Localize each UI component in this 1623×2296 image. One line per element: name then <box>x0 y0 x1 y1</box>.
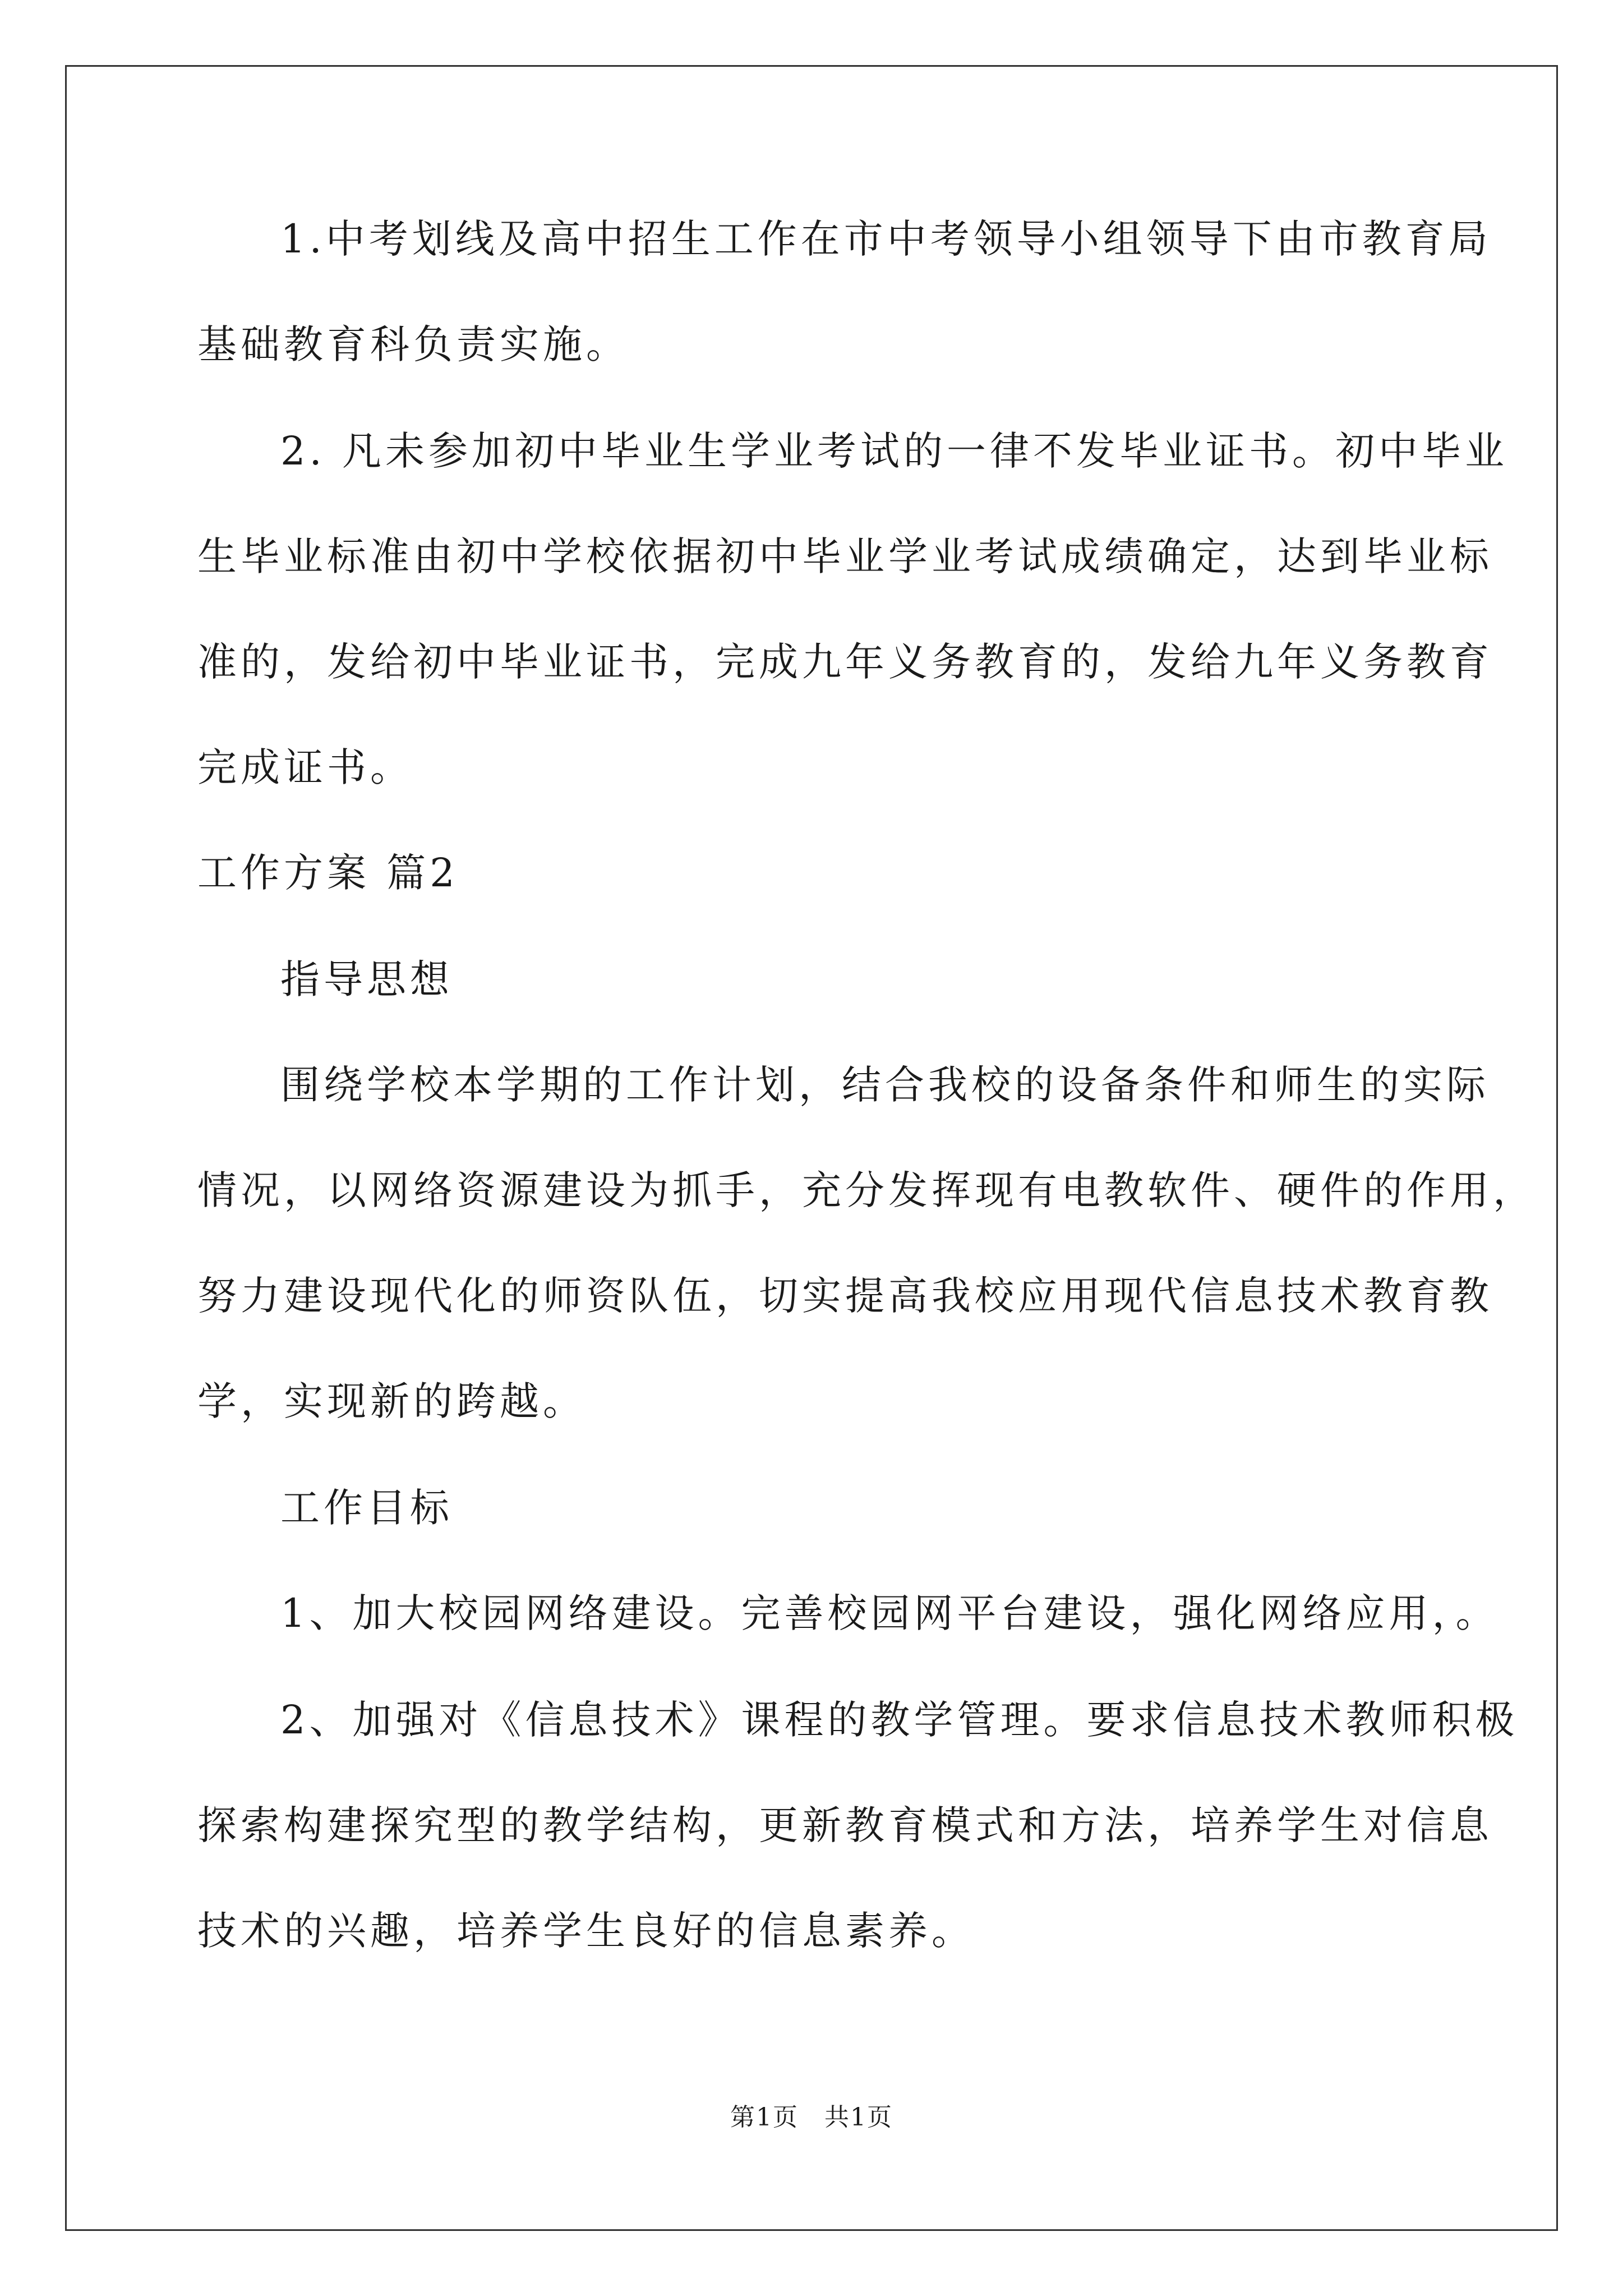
paragraph-line: 努力建设现代化的师资队伍，切实提高我校应用现代信息技术教育教 <box>197 1273 1493 1319</box>
subheading: 工作目标 <box>280 1485 453 1531</box>
page-number: 第1页 共1页 <box>730 2103 893 2132</box>
paragraph-line: 准的，发给初中毕业证书，完成九年义务教育的，发给九年义务教育 <box>197 639 1493 685</box>
paragraph-line: 技术的兴趣，培养学生良好的信息素养。 <box>197 1908 975 1954</box>
paragraph-line: 基础教育科负责实施。 <box>197 321 629 367</box>
paragraph-line: 围绕学校本学期的工作计划，结合我校的设备条件和师生的实际 <box>280 1062 1490 1108</box>
paragraph-line: 情况，以网络资源建设为抓手，充分发挥现有电教软件、硬件的作用， <box>197 1167 1536 1213</box>
section-heading: 工作方案 篇2 <box>197 850 459 896</box>
paragraph-line: 学，实现新的跨越。 <box>197 1378 586 1424</box>
paragraph-line: 生毕业标准由初中学校依据初中毕业学业考试成绩确定，达到毕业标 <box>197 533 1493 579</box>
subheading: 指导思想 <box>280 956 453 1002</box>
paragraph-line: 完成证书。 <box>197 744 413 790</box>
paragraph-line: 2、加强对《信息技术》课程的教学管理。要求信息技术教师积极 <box>280 1697 1519 1743</box>
paragraph-line: 1、加大校园网络建设。完善校园网平台建设，强化网络应用，。 <box>280 1590 1499 1636</box>
paragraph-line: 1.中考划线及高中招生工作在市中考领导小组领导下由市教育局 <box>280 216 1492 262</box>
paragraph-line: 探索构建探究型的教学结构，更新教育模式和方法，培养学生对信息 <box>197 1802 1493 1848</box>
paragraph-line: 2. 凡未参加初中毕业生学业考试的一律不发毕业证书。初中毕业 <box>280 428 1509 474</box>
